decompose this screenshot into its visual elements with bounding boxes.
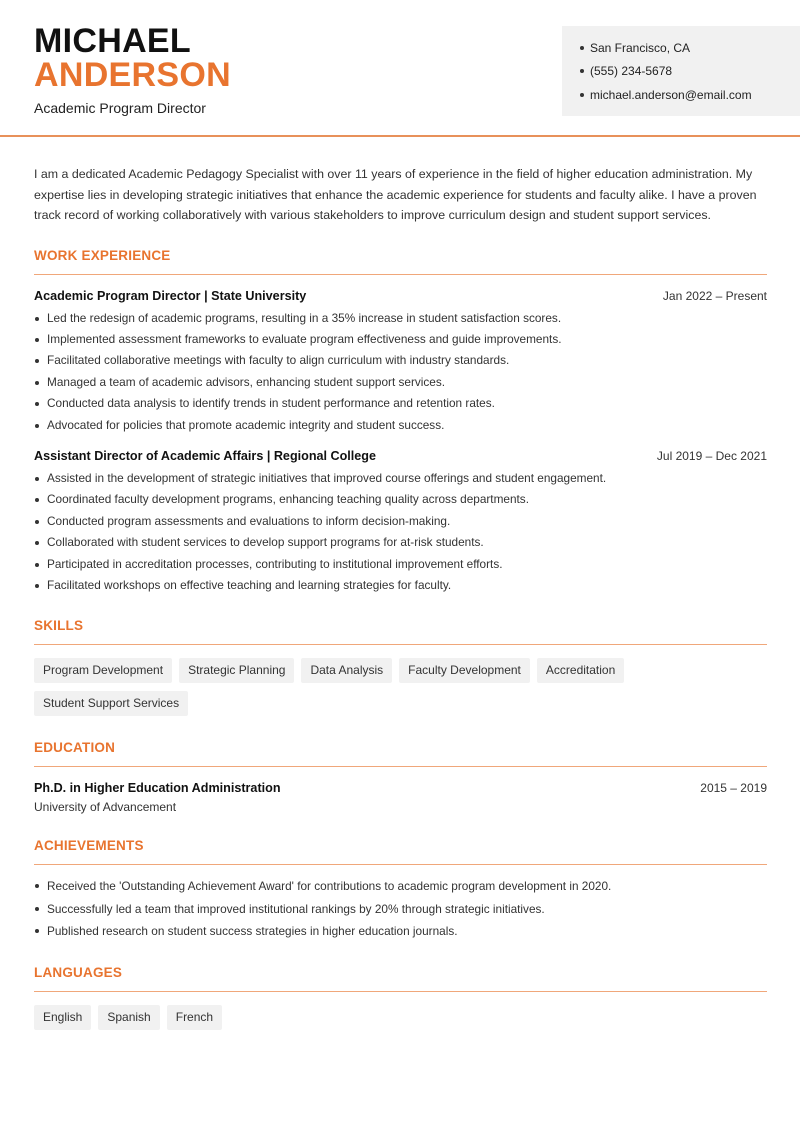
job-role: Academic Program Director | State University (34, 288, 307, 303)
education-dates: 2015 – 2019 (700, 781, 767, 796)
section-title-languages: LANGUAGES (34, 964, 123, 980)
contact-box (562, 26, 800, 116)
section-title-education: EDUCATION (34, 740, 116, 756)
skills-section (34, 618, 767, 716)
section-divider (34, 766, 767, 767)
job-bullets (34, 468, 767, 596)
degree-title: Ph.D. in Higher Education Administration (34, 781, 281, 796)
list-item: Coordinated faculty development programs, enhancing teaching quality across departments. (34, 489, 767, 510)
list-item: Facilitated workshops on effective teaching and learning strategies for faculty. (34, 575, 767, 596)
language-tags (34, 1005, 767, 1030)
section-title-work: WORK EXPERIENCE (34, 247, 171, 263)
language-tag: Spanish (98, 1005, 159, 1030)
list-item: Received the 'Outstanding Achievement Award' for contributions to academic program development in 2020. (34, 875, 767, 898)
job-entry (34, 449, 767, 596)
skill-tag: Program Development (34, 658, 172, 683)
work-section (34, 248, 767, 597)
job-entry (34, 289, 767, 436)
job-dates: Jul 2019 – Dec 2021 (656, 448, 767, 463)
location-text: San Francisco, CA (590, 40, 691, 55)
section-divider (34, 274, 767, 275)
list-item: Collaborated with student services to develop support programs for at-risk students. (34, 532, 767, 553)
list-item: Successfully led a team that improved institutional rankings by 20% through strategic initiatives. (34, 898, 767, 921)
list-item: Led the redesign of academic programs, resulting in a 35% increase in student satisfaction scores. (34, 308, 767, 329)
section-divider (34, 644, 767, 645)
skill-tag: Data Analysis (301, 658, 392, 683)
last-name: ANDERSON (34, 56, 231, 94)
job-title: Academic Program Director (34, 100, 206, 116)
bullet-icon (580, 46, 584, 50)
phone-text: (555) 234-5678 (590, 64, 673, 79)
achievements-section (34, 838, 767, 943)
job-dates: Jan 2022 – Present (662, 288, 767, 303)
skill-tag: Accreditation (537, 658, 624, 683)
achievement-list (34, 875, 767, 943)
contact-phone (580, 60, 800, 84)
contact-location (580, 36, 800, 60)
list-item: Participated in accreditation processes, contributing to institutional improvement efforts. (34, 554, 767, 575)
email-text[interactable]: michael.anderson@email.com (590, 87, 752, 102)
list-item: Managed a team of academic advisors, enhancing student support services. (34, 372, 767, 393)
school-name: University of Advancement (34, 800, 177, 815)
list-item: Conducted data analysis to identify trends in student performance and retention rates. (34, 393, 767, 414)
list-item: Facilitated collaborative meetings with faculty to align curriculum with industry standards. (34, 350, 767, 371)
language-tag: French (167, 1005, 222, 1030)
bullet-icon (580, 93, 584, 97)
list-item: Conducted program assessments and evaluations to inform decision-making. (34, 511, 767, 532)
list-item: Published research on student success strategies in higher education journals. (34, 920, 767, 943)
job-bullets (34, 308, 767, 436)
resume-body (34, 164, 767, 1030)
list-item: Advocated for policies that promote academic integrity and student success. (34, 415, 767, 436)
language-tag: English (34, 1005, 91, 1030)
first-name: MICHAEL (34, 22, 191, 60)
section-divider (34, 991, 767, 992)
section-title-skills: SKILLS (34, 618, 84, 634)
list-item: Implemented assessment frameworks to evaluate program effectiveness and guide improvements. (34, 329, 767, 350)
section-divider (34, 864, 767, 865)
bullet-icon (580, 69, 584, 73)
list-item: Assisted in the development of strategic initiatives that improved course offerings and student engagement. (34, 468, 767, 489)
summary-paragraph: I am a dedicated Academic Pedagogy Specialist with over 11 years of experience in the field of higher education administration. My expertise lies in developing strategic initiatives that enhance the academic experience for students and faculty alike. I have a proven track record of working collaboratively with various stakeholders to improve curriculum design and student support services. (34, 167, 757, 222)
skill-tag: Faculty Development (399, 658, 530, 683)
skill-tag: Strategic Planning (179, 658, 294, 683)
section-title-achievements: ACHIEVEMENTS (34, 838, 144, 854)
languages-section (34, 965, 767, 1030)
education-section (34, 740, 767, 814)
resume-header (0, 0, 800, 137)
skills-tags (34, 658, 767, 716)
skill-tag: Student Support Services (34, 691, 188, 716)
contact-email (580, 83, 800, 107)
job-role: Assistant Director of Academic Affairs | Regional College (34, 448, 377, 463)
